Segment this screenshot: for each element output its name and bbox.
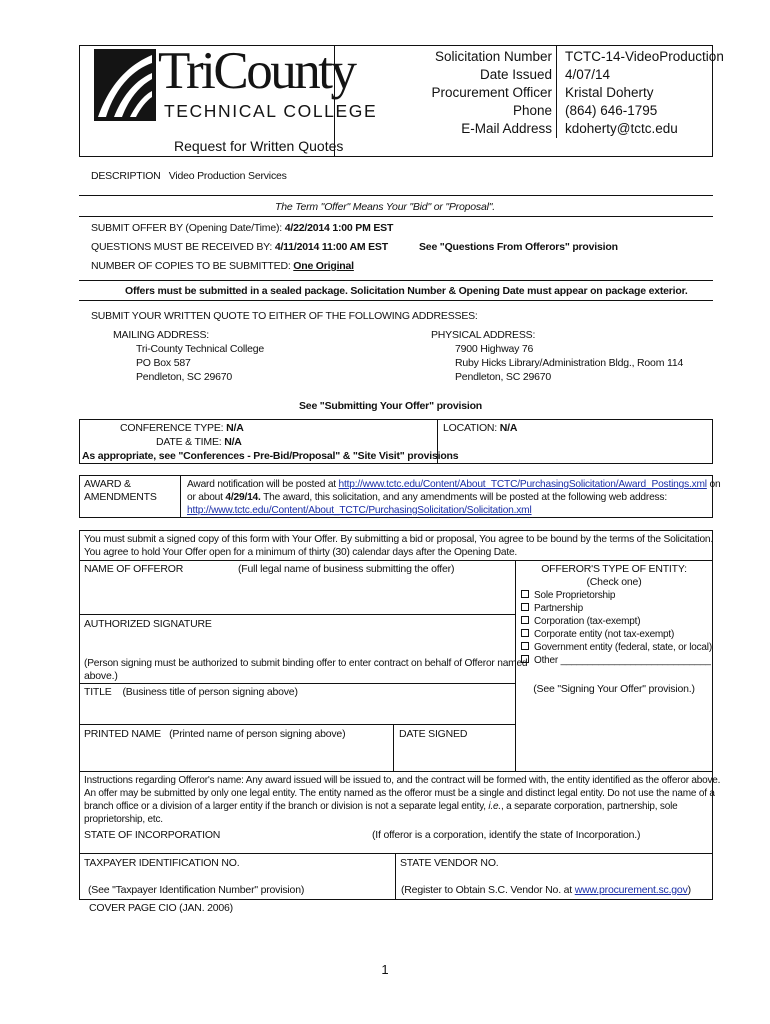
conference-type-label: CONFERENCE TYPE: [120,422,224,434]
header-divider [556,46,557,138]
state-vendor-label: STATE VENDOR NO. [400,857,499,869]
procurement-officer-value: Kristal Doherty [565,85,654,100]
conference-datetime-row [156,436,242,449]
copies-label: NUMBER OF COPIES TO BE SUBMITTED: [91,260,291,272]
mailing-address-label: MAILING ADDRESS: [113,329,209,341]
copies-row [91,260,354,273]
conference-note: As appropriate, see "Conferences - Pre-Bid/Proposal" & "Site Visit" provisions [82,450,459,462]
award-postings-link[interactable]: http://www.tctc.edu/Content/About_TCTC/PurchasingSolicitation/Award_Postings.xml [338,479,707,490]
checkbox-icon [521,590,529,598]
taxpayer-field[interactable] [82,871,392,881]
award-divider [180,476,181,517]
rule-term-bottom [79,216,713,217]
offeror-intro-line-1: You must submit a signed copy of this form with Your Offer. By submitting a bid or proposal, You agree to be bound by the terms of the Solicitation. [84,534,714,545]
conference-location-label: LOCATION: [443,422,498,434]
taxpayer-divider [395,854,396,899]
award-line-2: or about 4/29/14. The award, this solicitation, and any amendments will be posted at the following web address: [187,492,667,503]
conference-type-row [120,422,244,435]
description-row [91,170,287,183]
checkbox-icon [521,603,529,611]
rule-term-top [79,195,713,196]
questions-label: QUESTIONS MUST BE RECEIVED BY: [91,241,273,253]
entity-option-corporate-entity[interactable]: Corporate entity (not tax-exempt) [521,628,674,641]
procurement-link[interactable]: www.procurement.sc.gov [574,884,688,896]
questions-value: 4/11/2014 11:00 AM EST [274,241,388,253]
logo-emblem-icon [94,49,156,121]
page-title: Request for Written Quotes [174,138,344,154]
entity-option-partnership[interactable]: Partnership [521,602,583,615]
checkbox-icon [521,655,529,663]
rule-offeror-intro [80,560,712,561]
date-signed-field[interactable] [396,742,512,768]
date-signed-label: DATE SIGNED [399,728,468,740]
rule-signature [80,683,515,684]
rule-incorporation [80,853,712,854]
entity-type-subtitle: (Check one) [586,576,642,588]
sealed-notice: Offers must be submitted in a sealed package. Solicitation Number & Opening Date must appear on package exterior. [125,285,688,297]
copies-value: One Original [293,260,354,272]
instructions-line-1: Instructions regarding Offeror's name: Any award issued will be issued to, and the contract will be formed with, the entity identified as the offeror above. [84,775,721,786]
conference-location-value: N/A [499,422,518,434]
entity-option-corporation[interactable]: Corporation (tax-exempt) [521,615,640,628]
submit-offer-row [91,222,393,235]
phone-value: (864) 646-1795 [565,103,658,118]
description-value: Video Production Services [168,170,287,182]
rule-instructions-top [80,771,712,772]
physical-line-3: Pendleton, SC 29670 [455,371,552,383]
logo-subtitle: TECHNICAL COLLEGE [164,101,378,121]
signature-hint-line-1: (Person signing must be authorized to submit binding offer to enter contract on behalf of Offeror named [84,658,528,669]
instructions-line-2: An offer may be submitted by only one legal entity. The entity named as the offeror must be a single and distinct legal entity. Do not use the name of a [84,788,715,799]
instructions-line-4: proprietorship, etc. [84,814,163,825]
conference-type-value: N/A [226,422,244,434]
taxpayer-hint: (See "Taxpayer Identification Number" provision) [88,884,305,896]
name-of-offeror-hint: (Full legal name of business submitting the offer) [238,563,455,575]
submit-offer-label: SUBMIT OFFER BY (Opening Date/Time): [91,222,282,234]
authorized-signature-label: AUTHORIZED SIGNATURE [84,618,212,630]
physical-line-1: 7900 Highway 76 [455,343,534,355]
award-label-line-2: AMENDMENTS [84,491,157,503]
entity-option-other[interactable]: Other ____________________________ [521,654,711,667]
entity-note: (See "Signing Your Offer" provision.) [533,683,695,695]
date-issued-value: 4/07/14 [565,67,611,82]
mailing-line-2: PO Box 587 [136,357,191,369]
email-value: kdoherty@tctc.edu [565,121,678,136]
entity-option-government[interactable]: Government entity (federal, state, or local) [521,641,712,654]
entity-option-sole[interactable]: Sole Proprietorship [521,589,615,602]
addresses-intro: SUBMIT YOUR WRITTEN QUOTE TO EITHER OF THE FOLLOWING ADDRESSES: [91,310,478,322]
questions-note: See "Questions From Offerors" provision [419,241,618,253]
logo-wordmark: TriCounty [158,42,355,100]
rule-sealed-top [79,280,713,281]
procurement-officer-label: Procurement Officer [431,85,552,100]
conference-location-row [443,422,517,435]
college-logo [94,42,378,127]
authorized-signature-field[interactable] [82,632,512,654]
rule-name [80,614,515,615]
printed-name-label: PRINTED NAME [84,728,161,740]
incorporation-hint: (If offeror is a corporation, identify the state of Incorporation.) [372,829,641,841]
state-vendor-field[interactable] [398,871,708,881]
physical-line-2: Ruby Hicks Library/Administration Bldg., Room 114 [455,357,684,369]
form-id: COVER PAGE CIO (JAN. 2006) [89,902,233,914]
printed-name-divider [393,725,394,771]
state-vendor-hint: (Register to Obtain S.C. Vendor No. at www.procurement.sc.gov) [401,884,691,896]
checkbox-icon [521,616,529,624]
name-of-offeror-label: NAME OF OFFEROR [84,563,184,575]
incorporation-label: STATE OF INCORPORATION [84,829,221,841]
printed-name-row [84,728,345,741]
solicitation-number-value: TCTC-14-VideoProduction [565,49,724,64]
offeror-intro-line-2: You agree to hold Your Offer open for a minimum of thirty (30) calendar days after the Opening Date. [84,547,518,558]
questions-row [91,241,388,254]
award-line-1: Award notification will be posted at http://www.tctc.edu/Content/About_TCTC/PurchasingSolicitation/Award_Postings.xml on [187,479,721,490]
mailing-line-1: Tri-County Technical College [136,343,265,355]
solicitation-link[interactable]: http://www.tctc.edu/Content/About_TCTC/PurchasingSolicitation/Solicitation.xml [187,505,532,516]
instructions-line-3: branch office or a division of a larger entity if the branch or division is not a separate legal entity, i.e., a separate corporation, partnership, sole [84,801,678,812]
conference-datetime-value: N/A [224,436,242,448]
award-label-line-1: AWARD & [84,478,131,490]
title-label: TITLE [84,686,112,698]
solicitation-number-label: Solicitation Number [434,49,552,64]
award-line-3 [187,504,532,517]
rule-title [80,724,515,725]
rule-sealed-bottom [79,300,713,301]
physical-address-label: PHYSICAL ADDRESS: [431,329,536,341]
description-label: DESCRIPTION [91,170,161,182]
submit-offer-value: 4/22/2014 1:00 PM EST [284,222,394,234]
phone-label: Phone [512,103,552,118]
taxpayer-label: TAXPAYER IDENTIFICATION NO. [84,857,240,869]
term-note: The Term "Offer" Means Your "Bid" or "Proposal". [275,201,495,213]
title-field[interactable] [82,700,512,722]
mailing-line-3: Pendleton, SC 29670 [136,371,233,383]
printed-name-hint: (Printed name of person signing above) [169,728,346,740]
email-label: E-Mail Address [461,121,552,136]
printed-name-field[interactable] [82,742,390,768]
submitting-note: See "Submitting Your Offer" provision [299,400,483,412]
checkbox-icon [521,642,529,650]
name-of-offeror-field[interactable] [82,577,512,613]
page-number: 1 [381,962,389,977]
date-issued-label: Date Issued [479,67,552,82]
title-hint: (Business title of person signing above) [122,686,298,698]
conference-datetime-label: DATE & TIME: [156,436,222,448]
checkbox-icon [521,629,529,637]
title-row [84,686,298,699]
entity-type-title: OFFEROR'S TYPE OF ENTITY: [541,563,687,575]
signature-hint-line-2: above.) [84,670,118,682]
incorporation-field[interactable] [82,843,708,851]
